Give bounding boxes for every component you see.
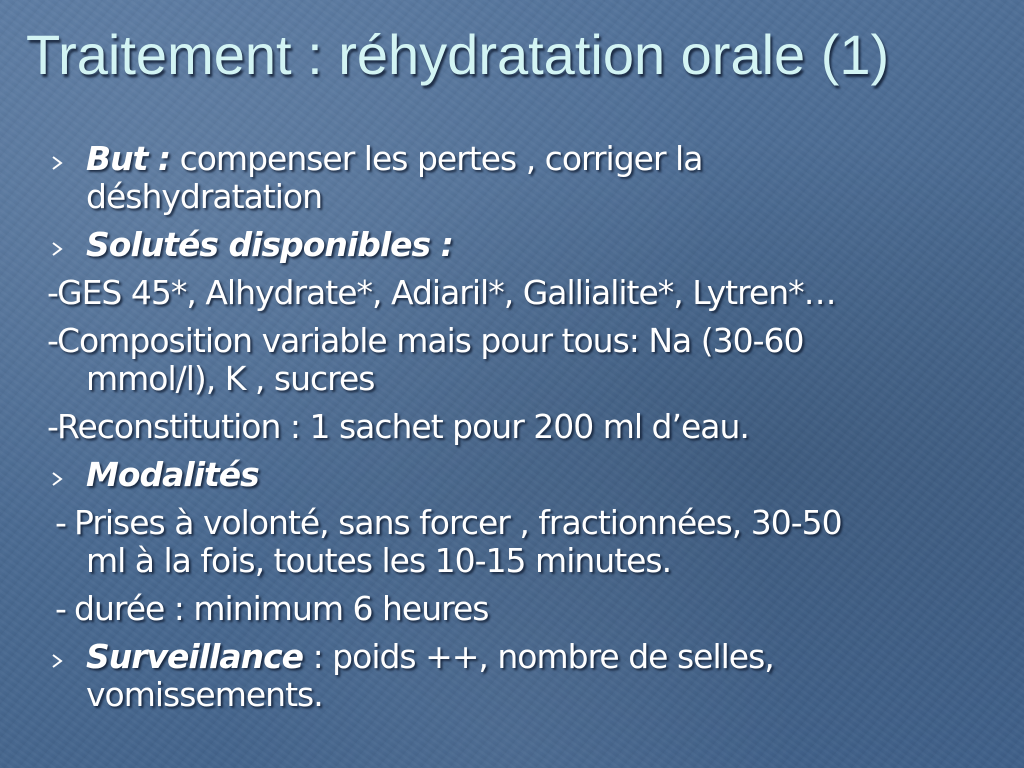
list-item	[0, 226, 1000, 264]
slide-body	[0, 134, 1000, 714]
list-item	[0, 504, 1000, 580]
bullet-text: compenser les pertes , corriger la	[170, 139, 703, 178]
bullet-lead: Surveillance	[86, 637, 304, 676]
list-item	[0, 274, 1000, 312]
dash-marker: -	[55, 503, 66, 542]
dash-marker: -	[47, 321, 58, 360]
bullet-text: : poids ++, nombre de selles,	[303, 637, 774, 676]
dash-marker: -	[47, 407, 58, 446]
chevron-right-icon	[50, 471, 66, 487]
list-item	[0, 322, 1000, 398]
item-text: Prises à volonté, sans forcer , fractionnées, 30-50	[74, 503, 842, 542]
dash-marker: -	[55, 589, 66, 628]
bullet-lead: Solutés disponibles :	[86, 225, 453, 264]
item-text: Composition variable mais pour tous: Na (30-60	[57, 321, 804, 360]
bullet-text-continued: déshydratation	[86, 177, 322, 216]
item-text-continued: ml à la fois, toutes les 10-15 minutes.	[86, 541, 672, 580]
item-text-continued: mmol/l), K , sucres	[86, 359, 375, 398]
bullet-lead: Modalités	[86, 455, 259, 494]
item-text: Reconstitution : 1 sachet pour 200 ml d’eau.	[57, 407, 749, 446]
dash-marker: -	[47, 273, 58, 312]
slide-title: Traitement : réhydratation orale (1)	[26, 23, 890, 86]
item-text: GES 45*, Alhydrate*, Adiaril*, Gallialite*, Lytren*…	[57, 273, 836, 312]
item-text: durée : minimum 6 heures	[74, 589, 489, 628]
chevron-right-icon	[50, 241, 66, 257]
chevron-right-icon	[50, 155, 66, 171]
list-item	[0, 456, 1000, 494]
bullet-lead: But :	[86, 139, 171, 178]
list-item	[0, 408, 1000, 446]
list-item	[0, 590, 1000, 628]
chevron-right-icon	[50, 653, 66, 669]
bullet-text-continued: vomissements.	[86, 675, 323, 714]
list-item	[0, 638, 1000, 714]
list-item	[0, 140, 1000, 216]
